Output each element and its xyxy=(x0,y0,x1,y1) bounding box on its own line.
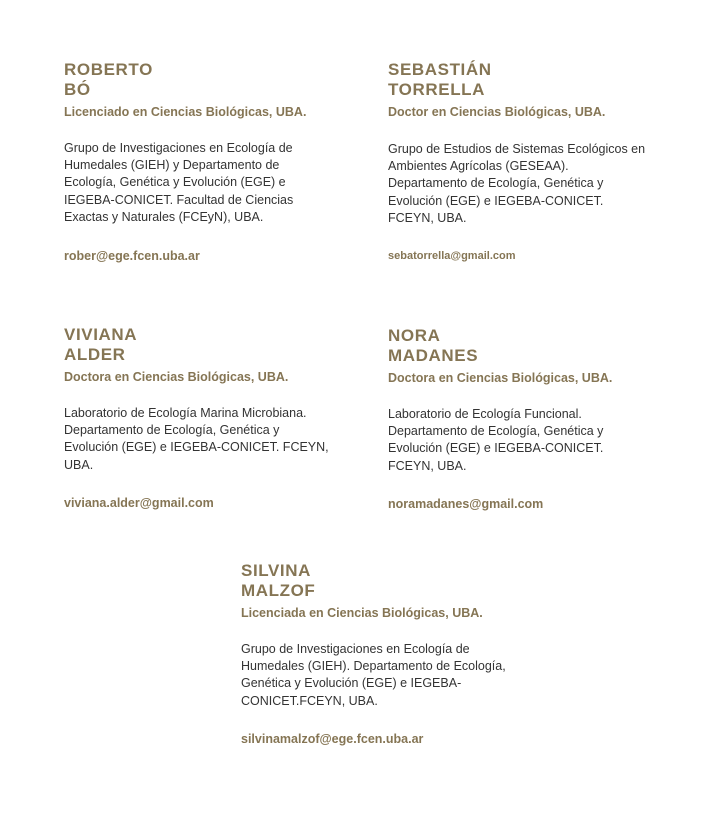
author-first-name: SEBASTIÁN xyxy=(388,60,492,79)
author-email[interactable]: silvinamalzof@ege.fcen.uba.ar xyxy=(241,731,424,746)
author-first-name: ROBERTO xyxy=(64,60,153,79)
author-name xyxy=(388,60,648,100)
author-first-name: SILVINA xyxy=(241,561,312,580)
author-email[interactable]: noramadanes@gmail.com xyxy=(388,496,544,511)
author-last-name: MADANES xyxy=(388,346,479,365)
author-affiliation: Grupo de Investigaciones en Ecología de Humedales (GIEH) y Departamento de Ecología, Genética y Evolución (EGE) e IEGEBA-CONICET. Facultad de Ciencias Exactas y Naturales (FCEyN), UBA. xyxy=(64,141,294,224)
author-last-name: TORRELLA xyxy=(388,80,486,99)
author-last-name: BÓ xyxy=(64,80,91,99)
author-name xyxy=(64,325,334,365)
author-first-name: NORA xyxy=(388,326,441,345)
author-degree: Licenciado en Ciencias Biológicas, UBA. xyxy=(64,105,307,119)
author-degree: Licenciada en Ciencias Biológicas, UBA. xyxy=(241,606,483,620)
author-block xyxy=(241,561,511,747)
author-block xyxy=(388,60,648,264)
author-affiliation: Grupo de Estudios de Sistemas Ecológicos en Ambientes Agrícolas (GESEAA). Departamento de Ecología, Genética y Evolución (EGE) e IEGEBA-CONICET. FCEYN, UBA. xyxy=(388,142,646,225)
author-last-name: MALZOF xyxy=(241,581,316,600)
author-degree: Doctora en Ciencias Biológicas, UBA. xyxy=(64,370,289,384)
author-affiliation: Grupo de Investigaciones en Ecología de Humedales (GIEH). Departamento de Ecología, Genética y Evolución (EGE) e IEGEBA-CONICET.FCEYN, UBA. xyxy=(241,642,506,708)
author-name xyxy=(64,60,334,100)
author-block xyxy=(388,326,648,512)
author-name xyxy=(241,561,511,601)
author-degree: Doctor en Ciencias Biológicas, UBA. xyxy=(388,105,606,119)
author-name xyxy=(388,326,648,366)
author-affiliation: Laboratorio de Ecología Funcional. Departamento de Ecología, Genética y Evolución (EGE) e IEGEBA-CONICET. FCEYN, UBA. xyxy=(388,407,604,473)
author-email[interactable]: sebatorrella@gmail.com xyxy=(388,250,516,263)
author-email[interactable]: viviana.alder@gmail.com xyxy=(64,495,214,510)
author-affiliation: Laboratorio de Ecología Marina Microbiana. Departamento de Ecología, Genética y Evolución (EGE) e IEGEBA-CONICET. FCEYN, UBA. xyxy=(64,406,329,472)
author-degree: Doctora en Ciencias Biológicas, UBA. xyxy=(388,371,613,385)
author-first-name: VIVIANA xyxy=(64,325,138,344)
author-last-name: ALDER xyxy=(64,345,126,364)
author-block xyxy=(64,60,334,264)
author-block xyxy=(64,325,334,511)
author-email[interactable]: rober@ege.fcen.uba.ar xyxy=(64,249,200,264)
